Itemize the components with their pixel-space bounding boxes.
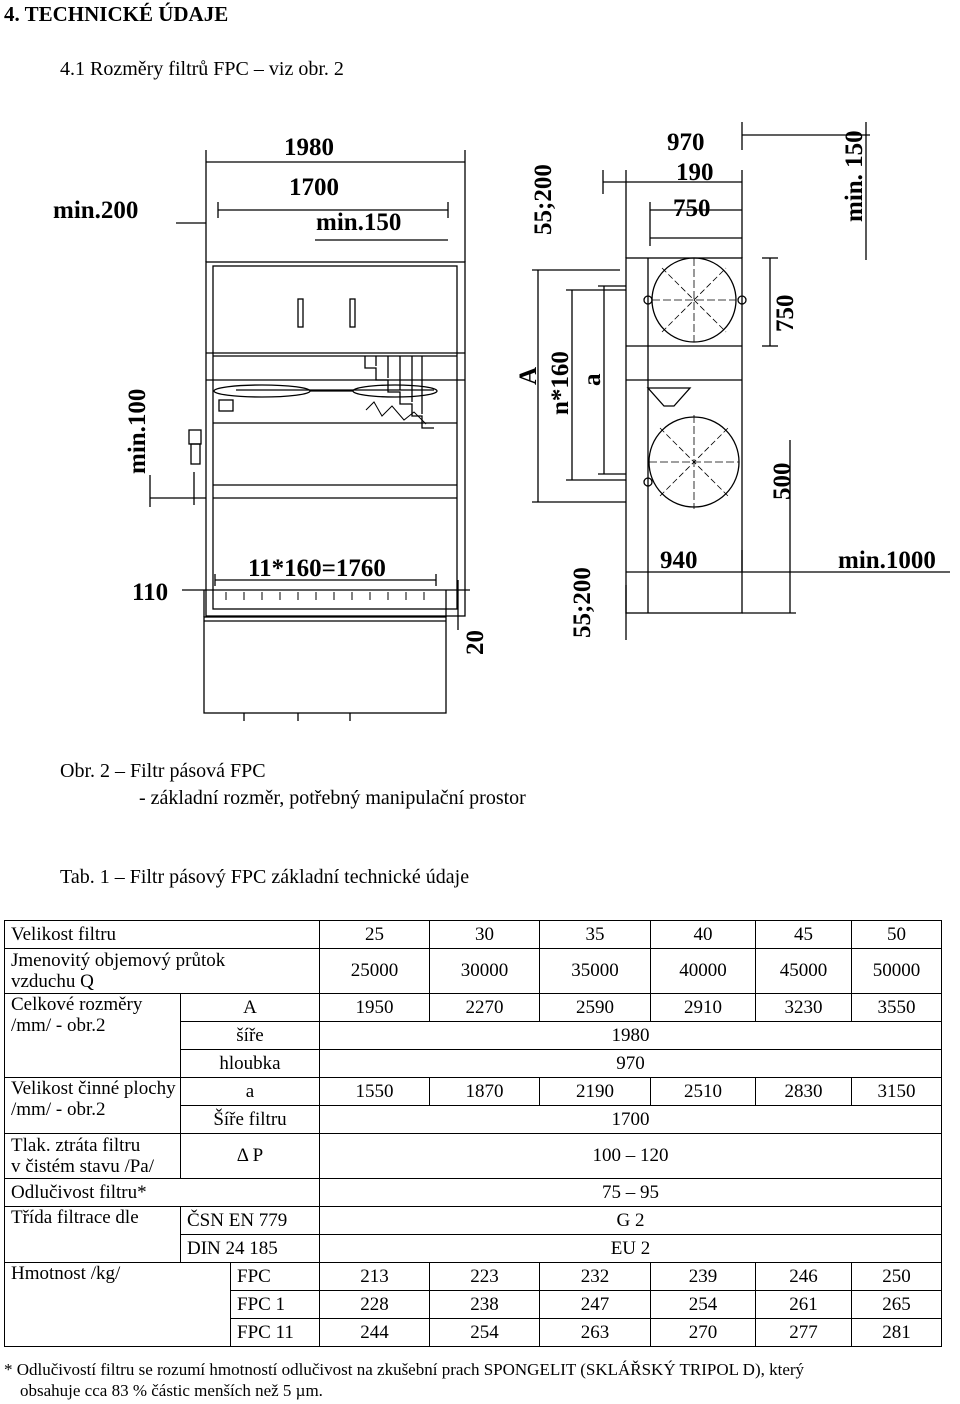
dim-750-side: 750 (772, 294, 799, 332)
mass-variant-label: FPC 1 (231, 1291, 320, 1319)
flow-cell: 45000 (756, 949, 852, 994)
table-caption: Tab. 1 – Filtr pásový FPC základní technické údaje (60, 866, 470, 888)
A-cell: 2270 (430, 994, 540, 1022)
dim-750-top: 750 (673, 195, 711, 222)
filter-width-label: Šíře filtru (181, 1106, 320, 1134)
mass-cell: 228 (320, 1291, 430, 1319)
size-cell: 35 (540, 921, 651, 949)
a-cell: 2190 (540, 1078, 651, 1106)
flow-cell: 30000 (430, 949, 540, 994)
size-cell: 45 (756, 921, 852, 949)
flow-label-line2: vzduchu Q (11, 971, 94, 992)
width-label: šíře (181, 1022, 320, 1050)
a-label: a (181, 1078, 320, 1106)
dim-11x160: 11*160=1760 (248, 555, 386, 582)
mass-cell: 265 (852, 1291, 942, 1319)
separation-value: 75 – 95 (320, 1179, 942, 1207)
technical-data-table (4, 920, 942, 1347)
mass-cell: 213 (320, 1263, 430, 1291)
footnote-line1: * Odlučivostí filtru se rozumí hmotností odlučivost na zkušební prach SPONGELIT (SKLÁŘSKÝ TRIPOL D), který (4, 1360, 805, 1379)
overall-dims-label-line1: Celkové rozměry (11, 994, 143, 1015)
footnote-line2: obsahuje cca 83 % částic menších než 5 µm. (20, 1381, 323, 1400)
filtration-class-label: Třída filtrace dle (5, 1207, 181, 1263)
size-cell: 40 (651, 921, 756, 949)
overall-dims-label-line2: /mm/ - obr.2 (11, 1015, 106, 1036)
a-cell: 1550 (320, 1078, 430, 1106)
mass-cell: 261 (756, 1291, 852, 1319)
mass-cell: 270 (651, 1319, 756, 1347)
table-row (5, 921, 942, 949)
flow-cell: 50000 (852, 949, 942, 994)
depth-value: 970 (320, 1050, 942, 1078)
active-area-label-line1: Velikost činné plochy (11, 1078, 176, 1099)
a-cell: 1870 (430, 1078, 540, 1106)
mass-cell: 232 (540, 1263, 651, 1291)
mass-cell: 263 (540, 1319, 651, 1347)
dim-A: A (515, 366, 542, 385)
mass-cell: 254 (651, 1291, 756, 1319)
flow-label-line1: Jmenovitý objemový průtok (11, 950, 226, 971)
pressure-drop-label-line1: Tlak. ztráta filtru (11, 1135, 141, 1156)
dim-1980: 1980 (284, 134, 334, 161)
table-row (5, 949, 942, 994)
dim-500: 500 (769, 462, 796, 500)
A-cell: 1950 (320, 994, 430, 1022)
csn-value: G 2 (320, 1207, 942, 1235)
dim-20: 20 (462, 630, 489, 655)
din-label: DIN 24 185 (181, 1235, 320, 1263)
dim-110: 110 (132, 579, 169, 606)
table-row (5, 1207, 942, 1235)
mass-cell: 223 (430, 1263, 540, 1291)
mass-label: Hmotnost /kg/ (5, 1263, 231, 1347)
flow-label (5, 949, 320, 994)
mass-cell: 254 (430, 1319, 540, 1347)
size-cell: 25 (320, 921, 430, 949)
width-value: 1980 (320, 1022, 942, 1050)
mass-cell: 239 (651, 1263, 756, 1291)
dim-min150-side: min. 150 (841, 130, 868, 222)
table-row (5, 994, 942, 1022)
pressure-drop-label (5, 1134, 181, 1179)
figure-caption-title: Obr. 2 – Filtr pásová FPC (60, 760, 266, 782)
pressure-drop-value: 100 – 120 (320, 1134, 942, 1179)
top-view-outline (204, 617, 446, 713)
mass-variant-label: FPC (231, 1263, 320, 1291)
dim-a: a (579, 373, 606, 386)
flow-cell: 25000 (320, 949, 430, 994)
a-cell: 2510 (651, 1078, 756, 1106)
section-heading: 4. TECHNICKÉ ÚDAJE (4, 2, 229, 26)
mass-cell: 277 (756, 1319, 852, 1347)
dim-55-200-top: 55;200 (530, 164, 557, 235)
dim-min100: min.100 (124, 388, 151, 474)
mass-cell: 244 (320, 1319, 430, 1347)
A-cell: 2590 (540, 994, 651, 1022)
figure-caption-subtitle: - základní rozměr, potřebný manipulační prostor (139, 787, 526, 809)
mass-cell: 238 (430, 1291, 540, 1319)
dim-min1000: min.1000 (838, 547, 936, 574)
mass-cell: 250 (852, 1263, 942, 1291)
flow-cell: 40000 (651, 949, 756, 994)
table-row (5, 1134, 942, 1179)
mass-cell: 246 (756, 1263, 852, 1291)
size-cell: 50 (852, 921, 942, 949)
overall-dims-label (5, 994, 181, 1078)
A-cell: 3550 (852, 994, 942, 1022)
mass-cell: 247 (540, 1291, 651, 1319)
subsection-heading: 4.1 Rozměry filtrů FPC – viz obr. 2 (60, 58, 344, 80)
mass-cell: 281 (852, 1319, 942, 1347)
dim-55-200-bottom: 55;200 (569, 567, 596, 638)
size-cell: 30 (430, 921, 540, 949)
csn-label: ČSN EN 779 (181, 1207, 320, 1235)
active-area-label-line2: /mm/ - obr.2 (11, 1099, 106, 1120)
dim-970: 970 (667, 129, 705, 156)
pressure-drop-symbol: Δ P (181, 1134, 320, 1179)
filter-width-value: 1700 (320, 1106, 942, 1134)
a-cell: 3150 (852, 1078, 942, 1106)
A-label: A (181, 994, 320, 1022)
din-value: EU 2 (320, 1235, 942, 1263)
A-cell: 2910 (651, 994, 756, 1022)
table-row (5, 1263, 942, 1291)
dim-190: 190 (676, 159, 714, 186)
flow-cell: 35000 (540, 949, 651, 994)
dim-1700: 1700 (289, 174, 339, 201)
dim-min150: min.150 (316, 209, 402, 236)
dim-min200: min.200 (53, 197, 139, 224)
table-row (5, 1078, 942, 1106)
depth-label: hloubka (181, 1050, 320, 1078)
a-cell: 2830 (756, 1078, 852, 1106)
separation-label: Odlučivost filtru* (5, 1179, 320, 1207)
size-label: Velikost filtru (5, 921, 320, 949)
technical-drawing (0, 110, 960, 730)
active-area-label (5, 1078, 181, 1134)
mass-variant-label: FPC 11 (231, 1319, 320, 1347)
dim-940: 940 (660, 547, 698, 574)
table-row (5, 1179, 942, 1207)
A-cell: 3230 (756, 994, 852, 1022)
pressure-drop-label-line2: v čistém stavu /Pa/ (11, 1156, 155, 1177)
dim-n160: n*160 (547, 351, 574, 415)
